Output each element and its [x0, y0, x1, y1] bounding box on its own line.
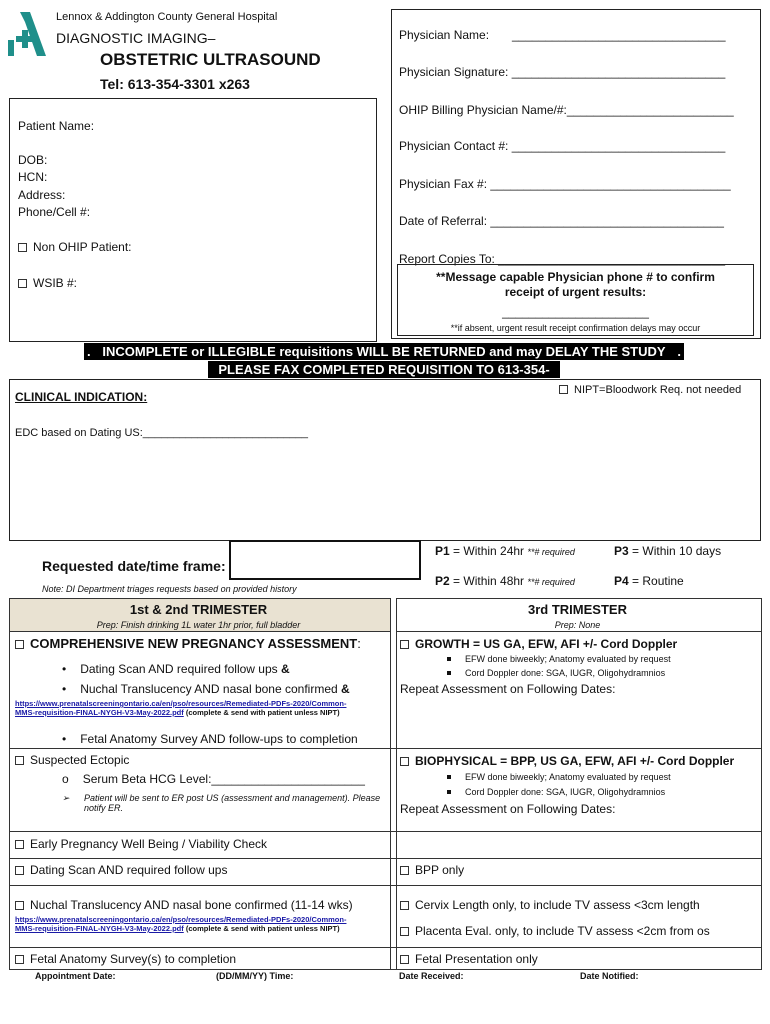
priority-p1[interactable]: [435, 544, 575, 558]
dating-scan-label: Dating Scan AND required follow ups: [30, 863, 228, 877]
growth-repeat-dates[interactable]: Repeat Assessment on Following Dates:: [400, 682, 616, 696]
nuchal-translucency-label: Nuchal Translucency AND nasal bone confirmed (11-14 wks): [30, 898, 353, 912]
comprehensive-assessment-option[interactable]: [15, 636, 361, 651]
checkbox-icon[interactable]: [559, 385, 568, 394]
ectopic-note-line1: Patient will be sent to ER post US (assessment and management). Please: [84, 793, 381, 803]
biophysical-detail-2: [447, 787, 665, 797]
prenatal-link-1-note: (complete & send with patient unless NIPT): [183, 708, 340, 717]
form-title: OBSTETRIC ULTRASOUND: [100, 50, 321, 69]
date-format-time-label[interactable]: (DD/MM/YY) Time:: [216, 971, 294, 981]
wsib-option[interactable]: [18, 276, 77, 290]
phone-label[interactable]: Phone/Cell #:: [18, 205, 91, 219]
hospital-name: Lennox & Addington County General Hospital: [56, 11, 278, 23]
biophysical-detail-1: [447, 772, 671, 782]
biophysical-repeat-dates[interactable]: Repeat Assessment on Following Dates:: [400, 802, 616, 816]
biophysical-label: BIOPHYSICAL = BPP, US GA, EFW, AFI +/- Cord Doppler: [415, 754, 735, 768]
p2-required: **# required: [527, 577, 575, 587]
physician-signature-field[interactable]: Physician Signature: ________________________________: [399, 65, 726, 79]
p1-required: **# required: [527, 547, 575, 557]
referral-date-field[interactable]: Date of Referral: ___________________________________: [399, 214, 724, 228]
prenatal-link-2b[interactable]: MMS-requisition-FINAL-NYGH-V3-May-2022.pdf: [15, 924, 184, 933]
checkbox-icon[interactable]: [15, 955, 24, 964]
fax-instruction-banner: PLEASE FAX COMPLETED REQUISITION TO 613-354-4331: [208, 361, 560, 378]
address-label[interactable]: Address:: [18, 188, 66, 202]
suspected-ectopic-label: Suspected Ectopic: [30, 753, 130, 767]
p3-code: P3: [614, 544, 629, 558]
biophysical-detail-2-text: Cord Doppler done: SGA, IUGR, Oligohydramnios: [465, 787, 666, 797]
nipt-label: NIPT=Bloodwork Req. not needed: [574, 384, 742, 396]
date-received-label[interactable]: Date Received:: [399, 971, 464, 981]
checkbox-icon[interactable]: [15, 840, 24, 849]
ectopic-note-line2: notify ER.: [84, 803, 124, 813]
prenatal-link-1a[interactable]: https://www.prenatalscreeningontario.ca/en/pso/resources/Remediated-PDFs-2020/Common-: [15, 699, 347, 708]
bpp-only-option[interactable]: [400, 863, 464, 877]
growth-detail-1: [447, 654, 671, 664]
dating-item-text: Dating Scan AND required follow ups: [80, 662, 278, 676]
nuchal-translucency-option[interactable]: [15, 898, 353, 912]
row-divider: [9, 858, 761, 859]
third-trimester-prep: Prep: None: [554, 620, 601, 630]
p4-text: = Routine: [628, 574, 684, 588]
comprehensive-item-anatomy: [62, 732, 358, 746]
nuchal-item-amp: &: [337, 682, 350, 696]
checkbox-icon[interactable]: [400, 927, 409, 936]
non-ohip-option[interactable]: [18, 240, 132, 254]
dating-scan-option[interactable]: [15, 863, 227, 877]
checkbox-icon[interactable]: [18, 279, 27, 288]
biophysical-detail-1-text: EFW done biweekly; Anatomy evaluated by request: [465, 772, 671, 782]
priority-p3[interactable]: [614, 544, 721, 558]
table-border-left: [9, 598, 10, 970]
placenta-eval-label: Placenta Eval. only, to include TV assess <2cm from os: [415, 924, 710, 938]
patient-name-label[interactable]: Patient Name:: [18, 119, 95, 133]
checkbox-icon[interactable]: [400, 866, 409, 875]
prenatal-link-2-note: (complete & send with patient unless NIPT): [183, 924, 340, 933]
dob-label[interactable]: DOB:: [18, 153, 48, 167]
department-title: DIAGNOSTIC IMAGING–: [56, 30, 216, 46]
p1-code: P1: [435, 544, 450, 558]
p2-code: P2: [435, 574, 450, 588]
prenatal-link-2[interactable]: [15, 915, 346, 933]
urgent-message-box: [397, 264, 754, 336]
prenatal-link-1b[interactable]: MMS-requisition-FINAL-NYGH-V3-May-2022.pdf: [15, 708, 184, 717]
row-divider: [9, 969, 761, 970]
biophysical-option[interactable]: [400, 754, 734, 768]
p4-code: P4: [614, 574, 629, 588]
incomplete-warning-text: INCOMPLETE or ILLEGIBLE requisitions WILL BE RETURNED and may DELAY THE STUDY: [102, 344, 666, 359]
comprehensive-item-dating: [62, 662, 290, 676]
fetal-anatomy-survey-option[interactable]: [15, 952, 236, 966]
clinical-indication-label: CLINICAL INDICATION:: [15, 390, 148, 404]
requested-timeframe-input[interactable]: [229, 540, 421, 580]
ohip-billing-field[interactable]: OHIP Billing Physician Name/#:_________________________: [399, 103, 734, 117]
phone-number: Tel: 613-354-3301 x263: [100, 76, 250, 92]
bpp-only-label: BPP only: [415, 863, 465, 877]
anatomy-item-text: Fetal Anatomy Survey AND follow-ups to completion: [80, 732, 358, 746]
incomplete-warning-banner: [84, 343, 684, 360]
date-notified-label[interactable]: Date Notified:: [580, 971, 639, 981]
comprehensive-assessment-colon: :: [357, 636, 361, 651]
checkbox-icon[interactable]: [18, 243, 27, 252]
p2-text: = Within 48hr: [449, 574, 528, 588]
edc-field[interactable]: EDC based on Dating US:___________________________: [15, 427, 308, 439]
nipt-option[interactable]: [559, 384, 741, 396]
banner-dot-right: .: [677, 344, 681, 359]
dating-item-amp: &: [277, 662, 290, 676]
arrow-bullet-icon: ➢: [62, 793, 70, 803]
urgent-phone-line[interactable]: ______________________: [502, 305, 649, 319]
growth-detail-1-text: EFW done biweekly; Anatomy evaluated by request: [465, 654, 671, 664]
hospital-logo: [6, 10, 46, 58]
early-pregnancy-label: Early Pregnancy Well Being / Viability Check: [30, 837, 267, 851]
physician-fax-field[interactable]: Physician Fax #: ____________________________________: [399, 177, 731, 191]
growth-detail-2: [447, 668, 665, 678]
urgent-message-line2: receipt of urgent results:: [504, 285, 647, 299]
physician-name-line[interactable]: ________________________________: [512, 28, 726, 42]
row-divider: [9, 748, 761, 749]
fetal-presentation-option[interactable]: [400, 952, 538, 966]
hcg-level-text: Serum Beta HCG Level:_______________________: [82, 772, 365, 786]
prenatal-link-1[interactable]: [15, 699, 346, 717]
physician-contact-field[interactable]: Physician Contact #: ________________________________: [399, 139, 726, 153]
physician-name-label[interactable]: Physician Name:: [399, 28, 490, 42]
placenta-eval-option[interactable]: [400, 924, 710, 938]
triage-note: Note: DI Department triages requests based on provided history: [42, 584, 297, 594]
growth-option[interactable]: [400, 637, 677, 651]
physician-info-box: [391, 9, 761, 339]
growth-label: GROWTH = US GA, EFW, AFI +/- Cord Doppler: [415, 637, 678, 651]
table-divider-left: [390, 598, 391, 970]
row-divider: [9, 947, 761, 948]
report-copies-field[interactable]: Report Copies To: __________________________________: [399, 252, 726, 266]
hcn-label[interactable]: HCN:: [18, 170, 48, 184]
third-trimester-title: 3rd TRIMESTER: [528, 602, 627, 617]
non-ohip-label: Non OHIP Patient:: [33, 240, 132, 254]
first-second-trimester-title: 1st & 2nd TRIMESTER: [129, 602, 268, 617]
checkbox-icon[interactable]: [15, 756, 24, 765]
circle-bullet-icon: o: [62, 772, 69, 786]
p3-text: = Within 10 days: [628, 544, 722, 558]
cervix-length-label: Cervix Length only, to include TV assess <3cm length: [415, 898, 700, 912]
p1-text: = Within 24hr: [449, 544, 528, 558]
fetal-presentation-label: Fetal Presentation only: [415, 952, 538, 966]
early-pregnancy-option[interactable]: [15, 837, 267, 851]
cervix-length-option[interactable]: [400, 898, 700, 912]
first-second-trimester-prep: Prep: Finish drinking 1L water 1hr prior, full bladder: [96, 620, 301, 630]
checkbox-icon[interactable]: [400, 955, 409, 964]
priority-p4[interactable]: [614, 574, 684, 588]
checkbox-icon[interactable]: [15, 866, 24, 875]
third-trimester-header: [396, 598, 761, 632]
priority-p2[interactable]: [435, 574, 575, 588]
checkbox-icon[interactable]: [400, 757, 409, 766]
first-second-trimester-header: [9, 598, 390, 632]
fetal-anatomy-survey-label: Fetal Anatomy Survey(s) to completion: [30, 952, 237, 966]
checkbox-icon[interactable]: [400, 901, 409, 910]
patient-info-box: [9, 98, 377, 342]
checkbox-icon[interactable]: [15, 901, 24, 910]
banner-dot-left: .: [87, 344, 91, 359]
checkbox-icon[interactable]: [15, 640, 24, 649]
clinical-indication-box[interactable]: [9, 379, 761, 541]
table-divider-right: [396, 598, 397, 970]
comprehensive-item-nuchal: [62, 682, 350, 696]
row-divider: [9, 831, 761, 832]
checkbox-icon[interactable]: [400, 640, 409, 649]
urgent-message-note: **if absent, urgent result receipt confirmation delays may occur: [450, 323, 701, 333]
suspected-ectopic-option[interactable]: [15, 753, 129, 767]
prenatal-link-2a[interactable]: https://www.prenatalscreeningontario.ca/en/pso/resources/Remediated-PDFs-2020/Common-: [15, 915, 347, 924]
comprehensive-assessment-label: COMPREHENSIVE NEW PREGNANCY ASSESSMENT: [30, 636, 358, 651]
nuchal-item-text: Nuchal Translucency AND nasal bone confirmed: [80, 682, 338, 696]
growth-detail-2-text: Cord Doppler done: SGA, IUGR, Oligohydramnios: [465, 668, 666, 678]
ectopic-note: [62, 793, 382, 813]
appointment-date-label[interactable]: Appointment Date:: [35, 971, 116, 981]
row-divider: [9, 885, 761, 886]
requested-timeframe-label: Requested date/time frame:: [42, 558, 226, 574]
urgent-message-line1: **Message capable Physician phone # to confirm: [436, 270, 715, 284]
hcg-level-field[interactable]: [62, 772, 365, 786]
table-border-right: [761, 598, 762, 970]
wsib-label: WSIB #:: [33, 276, 78, 290]
